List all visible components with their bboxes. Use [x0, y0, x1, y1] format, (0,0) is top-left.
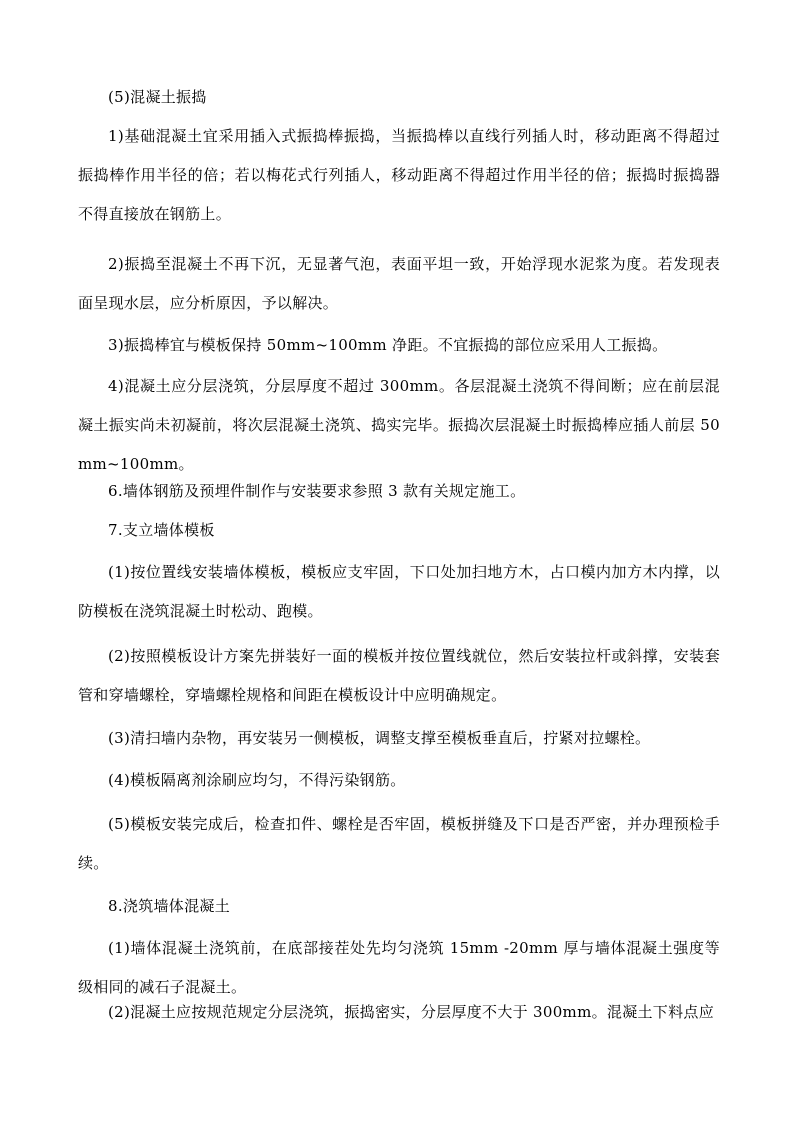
paragraph-formwork-4: (4)模板隔离剂涂刷应均匀，不得污染钢筋。: [108, 771, 406, 789]
paragraph-vibration-rule-3: 3)振捣棒宜与模板保持 50mm~100mm 净距。不宜振捣的部位应采用人工振捣。: [108, 336, 668, 354]
paragraph-formwork-5: (5)模板安装完成后，检查扣件、螺栓是否牢固，模板拼缝及下口是否严密，并办理预检手续。: [78, 815, 720, 872]
paragraph-formwork-3: (3)清扫墙内杂物，再安装另一侧模板，调整支撑至模板垂直后，拧紧对拉螺栓。: [108, 729, 651, 747]
paragraph-vibration-rule-2: 2)振捣至混凝土不再下沉，无显著气泡，表面平坦一致，开始浮现水泥浆为度。若发现表面呈现水层，应分析原因，予以解决。: [78, 255, 720, 312]
paragraph-wall-pour-2: (2)混凝土应按规范规定分层浇筑，振捣密实，分层厚度不大于 300mm。混凝土下料点应: [108, 1003, 714, 1021]
paragraph-vibration-rule-4: 4)混凝土应分层浇筑，分层厚度不超过 300mm。各层混凝土浇筑不得间断；应在前层混凝土振实尚未初凝前，将次层混凝土浇筑、捣实完毕。振捣次层混凝土时振捣棒应插人前层 50mm~100mm。: [78, 377, 720, 473]
paragraph-formwork-2: (2)按照模板设计方案先拼装好一面的模板并按位置线就位，然后安装拉杆或斜撑，安装套管和穿墙螺栓，穿墙螺栓规格和间距在模板设计中应明确规定。: [78, 647, 720, 704]
paragraph-formwork-1: (1)按位置线安装墙体模板，模板应支牢固，下口处加扫地方木，占口模内加方木内撑，以防模板在浇筑混凝土时松动、跑模。: [78, 563, 720, 620]
heading-section-8: 8.浇筑墙体混凝土: [108, 897, 231, 915]
paragraph-wall-pour-1: (1)墙体混凝土浇筑前，在底部接茬处先均匀浇筑 15mm -20mm 厚与墙体混凝土强度等级相同的减石子混凝土。: [78, 939, 720, 996]
paragraph-vibration-rule-1: 1)基础混凝土宜采用插入式振捣棒振捣，当振捣棒以直线行列插人时，移动距离不得超过振捣棒作用半径的倍；若以梅花式行列插人，移动距离不得超过作用半径的倍；振捣时振捣器不得直接放在钢筋上。: [78, 127, 720, 223]
heading-section-7: 7.支立墙体模板: [108, 521, 215, 539]
heading-concrete-vibration: (5)混凝土振捣: [108, 88, 207, 106]
paragraph-section-6: 6.墙体钢筋及预埋件制作与安装要求参照 3 款有关规定施工。: [108, 482, 526, 500]
